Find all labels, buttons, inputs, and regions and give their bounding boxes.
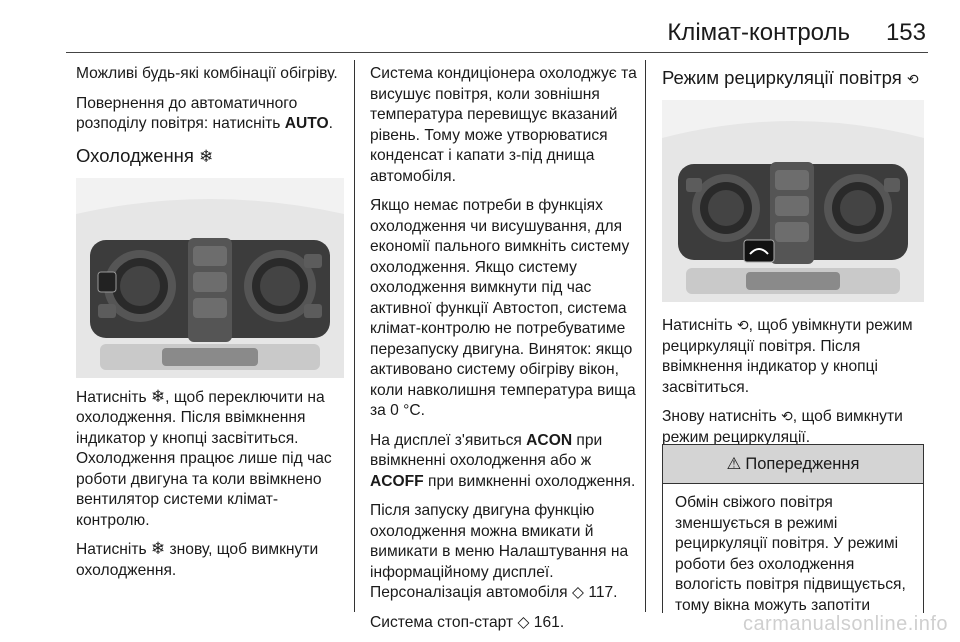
heading-cooling: Охолодження ❄ xyxy=(76,144,214,166)
warning-text: Обмін свіжого повітря зменшується в режимі рециркуляції повітря. У режимі роботи без охолодження вологість повітря підвищується, тому вікна можуть запотіти xyxy=(675,494,906,614)
watermark: carmanualsonline.info xyxy=(742,613,948,635)
column-divider-1 xyxy=(354,60,355,612)
climate-panel-photo-recirculation xyxy=(662,100,924,302)
snowflake-icon: ❄ xyxy=(199,146,214,166)
paragraph-display: На дисплеї з'явиться ACON при ввімкненні охолодження або ж ACOFF при вимкненні охолодження. xyxy=(370,431,636,490)
warning-triangle-icon: ⚠ xyxy=(726,455,742,473)
paragraph-auto: Повернення до автоматичного розподілу повітря: натисніть AUTO. xyxy=(76,94,334,132)
paragraph-combinations: Можливі будь-які комбінації обігріву. xyxy=(76,65,338,82)
column-3 xyxy=(662,64,924,457)
paragraph-recirc-on: Натисніть ⟲, щоб увімкнути режим рециркуляції повітря. Після ввімкнення індикатор у кнопці засвітиться. xyxy=(662,317,913,396)
column-1 xyxy=(76,64,344,590)
warning-box xyxy=(662,444,924,613)
acoff-label: ACOFF xyxy=(370,472,424,490)
page-title: Клімат-контроль xyxy=(667,19,850,46)
page-number: 153 xyxy=(885,19,926,46)
paragraph-ac-system: Система кондиціонера охолоджує та висушує повітря, коли зовнішня температура перевищує вказаний рівень. Тому може утворюватися конденсат і капати з-під днища автомобіля. xyxy=(370,65,637,185)
paragraph-recirc-off: Знову натисніть ⟲, щоб вимкнути режим рециркуляції. xyxy=(662,408,903,446)
warning-header xyxy=(663,445,923,484)
column-2 xyxy=(370,64,638,642)
paragraph-cooling-on: Натисніть ❄, щоб переключити на охолодження. Після ввімкнення індикатор у кнопці засвітиться. Охолодження працює лише під час роботи двигуна та коли ввімкнено вентилятор системи клімат-контролю. xyxy=(76,386,332,529)
heading-recirculation: Режим рециркуляції повітря ⟲ xyxy=(662,67,919,88)
auto-label: AUTO xyxy=(284,115,329,132)
snowflake-icon: ❄ xyxy=(150,386,166,406)
paragraph-stop-start: Система стоп-старт ◇ 161. xyxy=(370,613,565,631)
page-ref-icon: ◇ xyxy=(571,584,584,601)
recirculation-icon: ⟲ xyxy=(736,317,749,333)
header-rule xyxy=(66,52,928,53)
acon-label: ACON xyxy=(526,431,573,449)
climate-panel-photo-cooling xyxy=(76,178,344,378)
climate-panel-illustration xyxy=(662,100,924,302)
snowflake-icon: ❄ xyxy=(150,539,166,558)
recirculation-icon: ⟲ xyxy=(906,71,919,87)
climate-panel-illustration xyxy=(76,178,344,378)
paragraph-cooling-off: Натисніть ❄ знову, щоб вимкнути охолодження. xyxy=(76,539,319,579)
paragraph-economy: Якщо немає потреби в функціях охолодження чи висушування, для економії пального вимкніть систему охолодження. Якщо систему охолодження вимкнути під час активної функції Автостоп, система клімат-контролю не потребуватиме перезапуску двигуна. Виняток: якщо активовано систему обігріву вікон, коли навколишня температура вища за 0 °C. xyxy=(370,197,636,419)
recirculation-icon: ⟲ xyxy=(781,408,793,424)
column-divider-2 xyxy=(645,60,646,612)
page-ref-icon: ◇ xyxy=(517,613,530,631)
paragraph-settings: Після запуску двигуна функцію охолодження можна вмикати й вимикати в меню Налаштування на інформаційному дисплеї. Персоналізація автомобіля ◇ 117. xyxy=(370,502,629,601)
warning-title: Попередження xyxy=(745,454,860,473)
